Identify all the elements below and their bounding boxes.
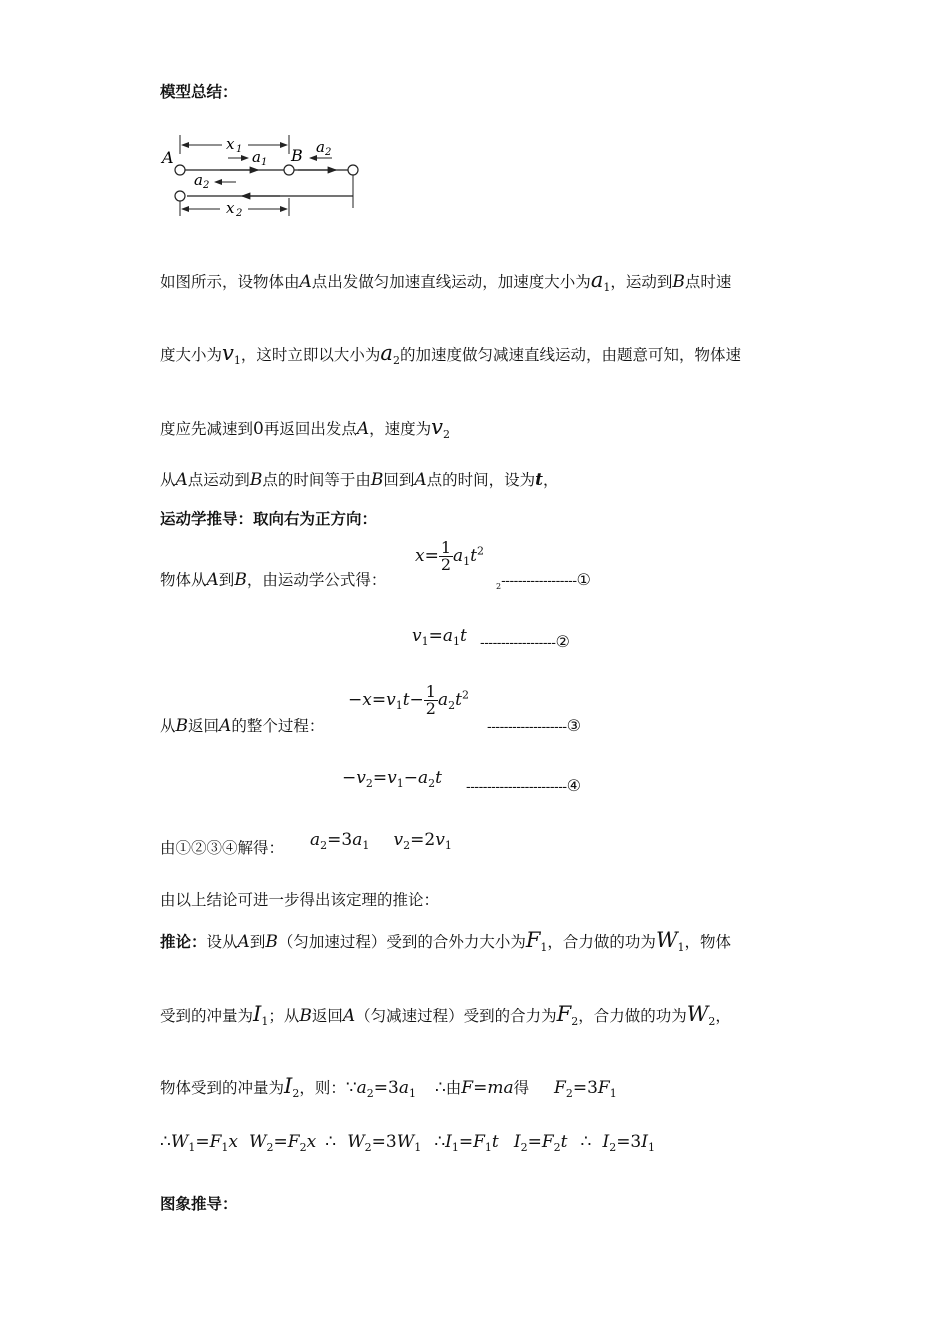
turnaround-marker [348, 165, 358, 175]
corollary-line3: 物体受到的冲量为$I_2$，则：$\because a_2=3a_1$ ∴由F=ma得 $F_2=3F_1$ [160, 1074, 617, 1101]
heading-model-summary: 模型总结： [160, 83, 238, 101]
eq1-formula: x= $\frac{1}{2}$ $a_1t^2$ [415, 538, 485, 574]
corollary-line2: 受到的冲量为$I_1$；从B返回A（匀减速过程）受到的合力为$F_2$，合力做的功为$W_2$， [160, 1002, 731, 1029]
para1-line1: 如图所示，设物体由A点出发做匀加速直线运动，加速度大小为$a_1$，运动到B点时速 [160, 268, 732, 295]
para1-line2: 度大小为$v_1$，这时立即以大小为$a_2$的加速度做匀减速直线运动，由题意可知，物体速 [160, 341, 741, 368]
eq4-tail: ------------------------④ [466, 776, 581, 795]
x2-label: x [226, 199, 235, 217]
point-b-marker [284, 165, 294, 175]
point-b-label: B [291, 146, 303, 165]
eq2-tail: ------------------② [480, 632, 570, 651]
point-a-label: A [162, 148, 174, 167]
motion-diagram [160, 130, 370, 225]
eq4-number: ④ [566, 776, 581, 795]
heading-kinematics: 运动学推导：取向右为正方向： [160, 510, 378, 528]
x1-label: x [226, 135, 235, 153]
solve-prefix: 由①②③④解得： [160, 839, 285, 857]
corollary-line1: 推论：设从A到B（匀加速过程）受到的合外力大小为$F_1$，合力做的功为$W_1$，物体 [160, 928, 732, 955]
point-a-marker [175, 165, 185, 175]
a2-bottom-label: a [194, 171, 203, 189]
eq3-number: ③ [566, 716, 581, 735]
eq1-number: ① [576, 570, 591, 589]
return-point-a-marker [175, 191, 185, 201]
eq1-prefix: 物体从A到B，由运动学公式得： [160, 570, 387, 590]
a2-bottom-subscript: 2 [203, 180, 210, 191]
eq1-tail: $_2$------------------① [496, 570, 591, 592]
solve-results: $a_2=3a_1$ $v_2=2v_1$ [310, 830, 452, 853]
eq3-formula: $-x=v_1t-$ $\frac{1}{2}$ $a_2t^2$ [348, 682, 469, 718]
para1-line3: 度应先减速到0再返回出发点A，速度为$v_2$ [160, 415, 451, 442]
eq3-tail: -------------------③ [487, 716, 581, 735]
heading-graph-derivation: 图象推导： [160, 1195, 238, 1213]
corollary-line4: $\therefore W_1=F_1x$ $W_2=F_2x$ ∴ $W_2=3W_1$ $\therefore I_1=F_1t$ $I_2=F_2t$ ∴ $I_2=3I_1$ [160, 1132, 655, 1155]
para2: 从A点运动到B点的时间等于由B回到A点的时间，设为t， [160, 470, 559, 490]
para3: 由以上结论可进一步得出该定理的推论： [160, 891, 440, 909]
a1-label: a [252, 148, 261, 166]
eq2-formula: $v_1=a_1t$ [412, 626, 467, 649]
x2-subscript: 2 [236, 208, 243, 219]
eq4-formula: $-v_2=v_1-a_2t$ [342, 768, 442, 791]
a2-top-label: a [316, 138, 325, 156]
a2-top-subscript: 2 [325, 147, 332, 158]
x1-subscript: 1 [236, 144, 243, 155]
a1-subscript: 1 [261, 157, 268, 168]
eq3-prefix: 从B返回A的整个过程： [160, 716, 325, 736]
eq2-number: ② [555, 632, 570, 651]
